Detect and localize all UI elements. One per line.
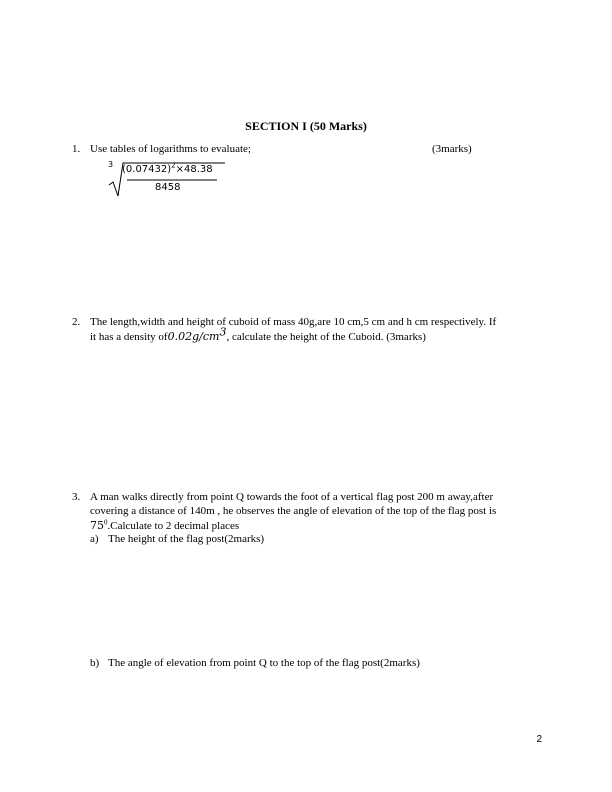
question-3-line-2: covering a distance of 140m , he observes the angle of elevation of the top of the flag post is	[90, 505, 497, 517]
density-value: 0.02g/cm	[167, 330, 220, 343]
question-3-part-b-text: The angle of elevation from point Q to the top of the flag post(2marks)	[108, 657, 420, 669]
question-3-part-a-text: The height of the flag post(2marks)	[108, 533, 265, 545]
angle-exponent: 0	[104, 518, 108, 527]
numerator-rest: ×48.38	[175, 164, 213, 175]
question-1-text: Use tables of logarithms to evaluate;	[90, 143, 251, 155]
question-2-line-2	[90, 325, 426, 343]
question-3-line-3	[90, 519, 239, 532]
angle-value: 75	[90, 519, 104, 532]
expression-numerator	[122, 161, 213, 175]
page-number: 2	[536, 734, 542, 745]
numerator-base: (0.07432)	[122, 164, 172, 175]
numerator-exponent: 2	[171, 161, 176, 170]
question-3-number: 3.	[72, 491, 81, 503]
question-1-number: 1.	[72, 143, 81, 155]
question-1-marks: (3marks)	[432, 143, 472, 155]
question-2-line-2-post: , calculate the height of the Cuboid. (3marks)	[226, 331, 426, 343]
density-exponent: 3	[219, 325, 227, 339]
question-2-line-2-pre: it has a density of	[90, 331, 168, 343]
question-2-line-1: The length,width and height of cuboid of mass 40g,are 10 cm,5 cm and h cm respectively. If	[90, 316, 497, 328]
question-3-line-3-post: .Calculate to 2 decimal places	[107, 520, 240, 532]
question-3-line-1: A man walks directly from point Q towards the foot of a vertical flag post 200 m away,after	[90, 491, 494, 503]
section-title: SECTION I (50 Marks)	[245, 119, 367, 133]
question-2-number: 2.	[72, 316, 81, 328]
root-index: 3	[108, 160, 114, 169]
expression-denominator: 8458	[155, 182, 181, 193]
question-3-part-b-label: b)	[90, 657, 100, 669]
question-3-part-a-label: a)	[90, 533, 99, 545]
